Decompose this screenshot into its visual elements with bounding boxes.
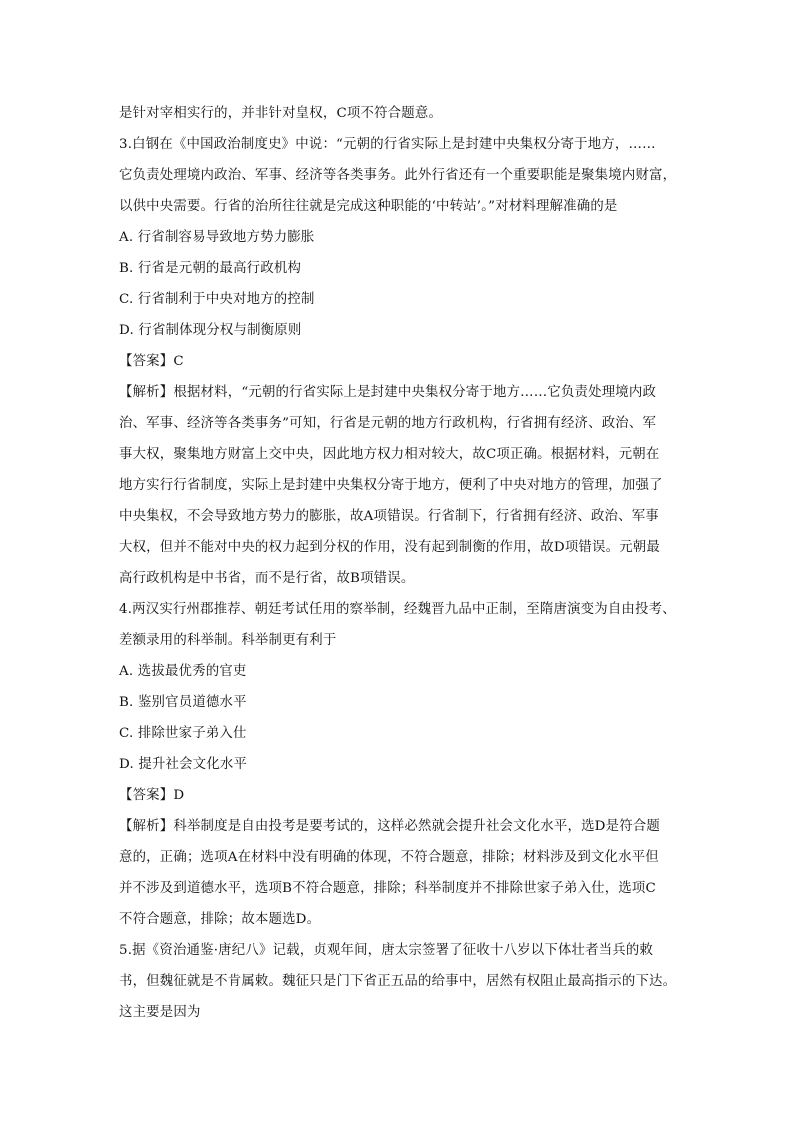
text-line: 事大权，聚集地方财富上交中央，因此地方权力相对较大，故C项正确。根据材料，元朝在 (119, 447, 660, 462)
analysis-line: 【解析】根据材料，“元朝的行省实际上是封建中央集权分寄于地方……它负责处理境内政 (119, 385, 657, 400)
text-line: 治、军事、经济等各类事务”可知，行省是元朝的地方行政机构，行省拥有经济、政治、军 (119, 416, 657, 431)
analysis-line: 【解析】科举制度是自由投考是要考试的，这样必然就会提升社会文化水平，选D是符合题 (119, 819, 660, 834)
text-line: 它负责处理境内政治、军事、经济等各类事务。此外行省还有一个重要职能是聚集境内财富， (119, 168, 677, 183)
text-line: 是针对宰相实行的，并非针对皇权，C项不符合题意。 (119, 106, 443, 121)
answer-line: 【答案】C (119, 354, 184, 369)
option-c: C. 排除世家子弟入仕 (119, 726, 247, 741)
question-5-stem: 5.据《资治通鉴·唐纪八》记载，贞观年间，唐太宗签署了征收十八岁以下体壮者当兵的敕 (119, 943, 654, 958)
text-line: 书，但魏征就是不肯属敕。魏征只是门下省正五品的给事中，居然有权阻止最高指示的下达。 (119, 974, 677, 989)
text-line: 高行政机构是中书省，而不是行省，故B项错误。 (119, 571, 415, 586)
text-line: 以供中央需要。行省的治所往往就是完成这种职能的‘中转站’。”对材料理解准确的是 (119, 199, 618, 214)
text-line: 大权，但并不能对中央的权力起到分权的作用，没有起到制衡的作用，故D项错误。元朝最 (119, 540, 660, 555)
option-b: B. 行省是元朝的最高行政机构 (119, 261, 302, 276)
text-line: 差额录用的科举制。科举制更有利于 (119, 633, 337, 648)
option-b: B. 鉴别官员道德水平 (119, 695, 247, 710)
question-4-stem: 4.两汉实行州郡推荐、朝廷考试任用的察举制，经魏晋九品中正制，至隋唐演变为自由投考、 (119, 602, 676, 617)
answer-line: 【答案】D (119, 788, 185, 803)
text-line: 这主要是因为 (119, 1005, 201, 1020)
option-d: D. 提升社会文化水平 (119, 757, 248, 772)
text-line: 意的，正确；选项A在材料中没有明确的体现，不符合题意，排除；材料涉及到文化水平但 (119, 850, 659, 865)
option-a: A. 行省制容易导致地方势力膨胀 (119, 230, 315, 245)
text-line: 并不涉及到道德水平，选项B不符合题意，排除；科举制度并不排除世家子弟入仕，选项C (119, 881, 656, 896)
text-line: 不符合题意，排除；故本题选D。 (119, 912, 321, 927)
text-line: 中央集权，不会导致地方势力的膨胀，故A项错误。行省制下，行省拥有经济、政治、军事 (119, 509, 659, 524)
question-3-stem: 3.白钢在《中国政治制度史》中说：“元朝的行省实际上是封建中央集权分寄于地方，…… (119, 137, 656, 152)
document-body (119, 98, 679, 1028)
text-line: 地方实行行省制度，实际上是封建中央集权分寄于地方，便利了中央对地方的管理，加强了 (119, 478, 663, 493)
option-a: A. 选拔最优秀的官吏 (119, 664, 247, 679)
option-d: D. 行省制体现分权与制衡原则 (119, 323, 302, 338)
option-c: C. 行省制利于中央对地方的控制 (119, 292, 315, 307)
